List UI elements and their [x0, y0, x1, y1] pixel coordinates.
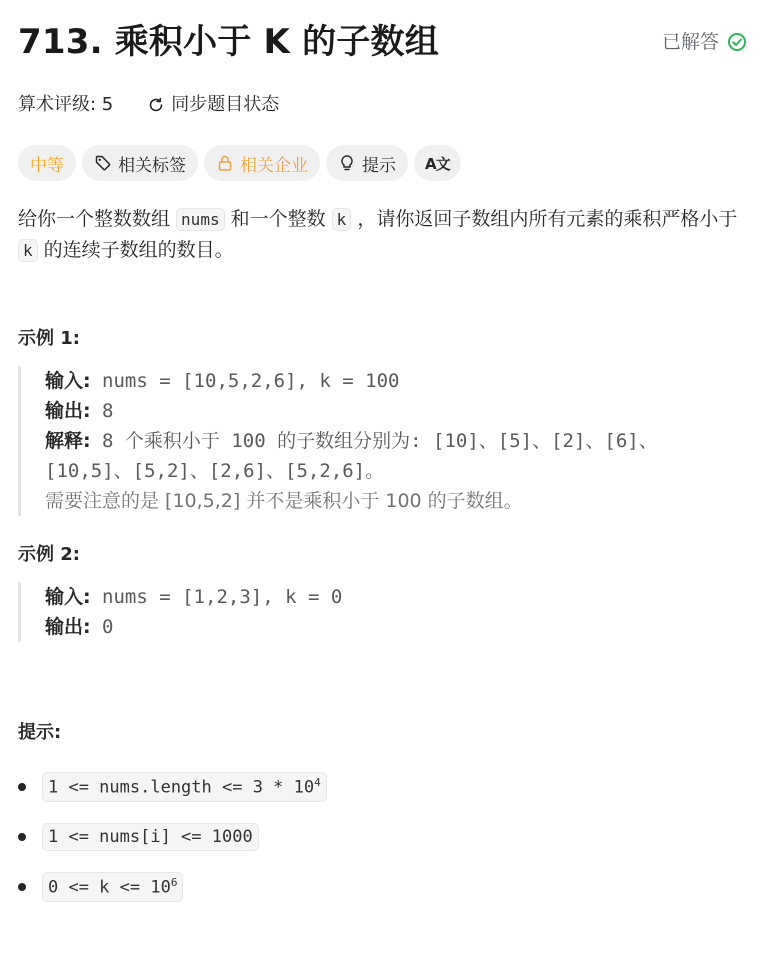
- translate-button[interactable]: [414, 145, 461, 181]
- list-item: [18, 812, 748, 862]
- list-item: [18, 862, 748, 912]
- bullet: [18, 783, 26, 791]
- example-1-title: 示例 1:: [18, 328, 80, 349]
- constraints-list: [18, 762, 748, 912]
- bullet: [18, 833, 26, 841]
- difficulty-label: 中等: [30, 155, 64, 176]
- constraints-title: 提示:: [18, 722, 62, 743]
- related-companies-label: 相关企业: [240, 155, 308, 176]
- translate-icon: A文: [425, 154, 450, 173]
- code-k: k: [332, 208, 352, 231]
- sync-status-button[interactable]: [147, 90, 279, 120]
- problem-meta: [18, 90, 279, 120]
- solved-status: [662, 28, 747, 56]
- code-nums: nums: [176, 208, 225, 231]
- tag-bar: [18, 145, 461, 181]
- constraint-code: 1 <= nums[i] <= 1000: [42, 823, 259, 851]
- list-item: [18, 762, 748, 812]
- lock-icon: [216, 154, 234, 172]
- related-topics-button[interactable]: [82, 145, 198, 181]
- tag-icon: [94, 154, 112, 172]
- constraint-code: 1 <= nums.length <= $3 * 10^4$: [42, 772, 327, 802]
- solved-label: 已解答: [661, 31, 719, 53]
- lightbulb-icon: [338, 154, 356, 172]
- example-2-block: 输入: nums = [1,2,3], k = 0 输出: 0: [18, 582, 748, 642]
- check-circle-icon: [727, 32, 747, 52]
- description-paragraph: 给你一个整数数组 nums 和一个整数 k ，请你返回子数组内所有元素的乘积严格小于 k 的连续子数组的数目。: [18, 208, 738, 261]
- related-companies-button[interactable]: [204, 145, 320, 181]
- rating-text: 算术评级: 5: [18, 94, 114, 115]
- sync-label: 同步题目状态: [171, 94, 280, 115]
- example-1-block: 输入: nums = [10,5,2,6], k = 100 输出: 8 解释: 8 个乘积小于 100 的子数组分别为: [10]、[5]、[2]、[6]、 [10,5]、[5,2]、[2,6]、[5,2,6]。 需要注意的是 [10,5,2] 并不是乘积小于 100 的子数组。: [18, 366, 748, 516]
- difficulty-badge[interactable]: [18, 145, 76, 181]
- code-k: k: [18, 239, 38, 262]
- refresh-icon: [147, 96, 165, 114]
- hint-button[interactable]: [326, 145, 408, 181]
- hint-label: 提示: [362, 155, 396, 176]
- related-topics-label: 相关标签: [118, 155, 186, 176]
- bullet: [18, 883, 26, 891]
- problem-title: 713. 乘积小于 K 的子数组: [18, 22, 439, 62]
- constraint-code: $0 <= k <= 10^6$: [42, 872, 183, 902]
- problem-description: [18, 204, 748, 912]
- example-2-title: 示例 2:: [18, 544, 80, 565]
